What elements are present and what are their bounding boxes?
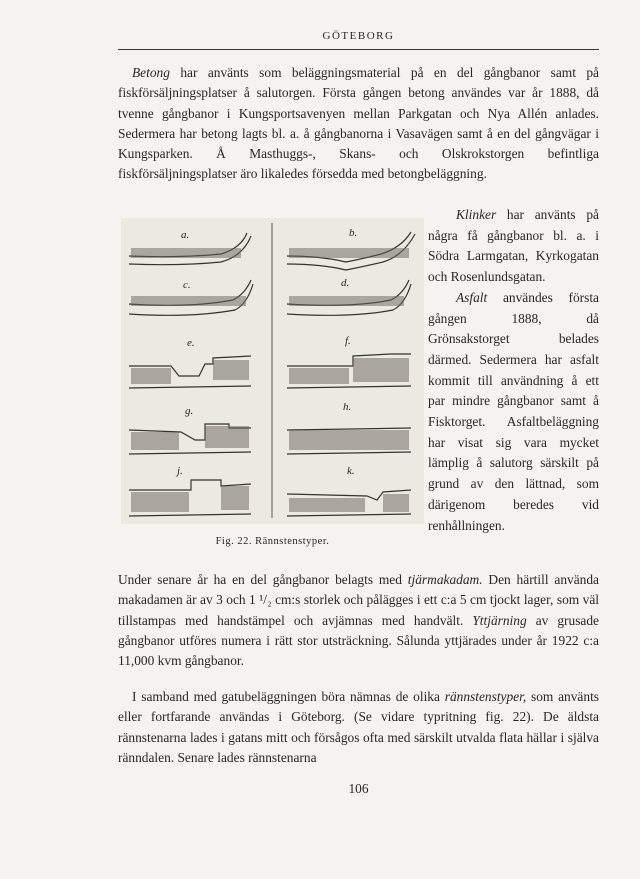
figure-label-e: e. (187, 337, 195, 349)
paragraph-tjarmakadam-text-2: Den härtill använda makadamen är av 3 och 1 ¹/₂ cm:s storlek och pålägges i ett c:a 5 cm tjockt lager, som väl tillstampas med handstämpel och avjämnas med handvält. (118, 572, 599, 628)
term-rannstenstyper: rännstenstyper, (444, 689, 527, 704)
figure-caption: Fig. 22. Rännstenstyper. (215, 536, 330, 547)
paragraph-betong-text: har använts som beläggningsmaterial på en del gångbanor samt på fiskförsäljningsplatser å salutorgen. Första gången betong användes var år 1888, då tvenne gångbanor i Kungsportsavenyen mellan Parkgatan och Nya Allén anlades. Sedermera har betong lagts bl. a. å gångbanorna i Vasavägen samt å en del gångvägar i Kungsparken. Å Masthuggs-, Skans- och Olskrokstorgen befintliga fiskförsäljningsplatser äro likaledes försedda med betongbeläggning. (118, 65, 599, 182)
paragraph-rannstenstyper-text-2: som använts eller fortfarande användas i Göteborg. (Se vidare typritning fig. 22). De äldsta rännstenarna lades i gatans mitt och försågos ofta med särskilt utvalda flata hällar i själva ränndalen. Senare lades rännstenarna (118, 689, 600, 765)
paragraph-asfalt (428, 288, 599, 536)
paragraph-tjarmakadam-text-3: av grusade gångbanor utföres numera i rätt stor utsträckning. Sålunda yttjärades under år 1922 c:a 11,000 kvm gångbanor. (118, 612, 599, 669)
figure-gutter-types (121, 218, 424, 524)
figure-label-g: g. (185, 405, 194, 417)
paragraph-klinker-text: har använts på några få gångbanor bl. a. i Södra Larmgatan, Kyrkogatan och Rosenlundsgatan. (428, 207, 599, 285)
figure-label-c: c. (183, 279, 191, 291)
term-yttjarning: Yttjärning (472, 612, 527, 628)
term-betong: Betong (132, 65, 170, 80)
figure-label-k: k. (347, 465, 355, 477)
term-tjarmakadam: tjärmakadam. (407, 572, 483, 587)
figure-label-d: d. (341, 277, 350, 289)
paragraph-rannstenstyper-text-1: I samband med gatubeläggningen böra nämnas de olika (132, 689, 445, 704)
term-asfalt: Asfalt (456, 289, 488, 305)
term-klinker: Klinker (456, 207, 497, 222)
paragraph-klinker (428, 205, 599, 288)
paragraph-tjarmakadam (118, 570, 599, 671)
running-header: GÖTEBORG (322, 30, 395, 42)
paragraph-betong (118, 63, 599, 185)
figure-label-j: j. (177, 465, 183, 477)
figure-label-h: h. (343, 401, 352, 413)
header-rule (118, 49, 599, 50)
paragraph-rannstenstyper (118, 687, 599, 768)
gutter-types-drawing (121, 218, 424, 524)
paragraph-asfalt-text: användes första gången 1888, då Grönsakstorget belades därmed. Sedermera har asfalt kommit till användning å ett par mindre gångbanor samt å Fisktorget. Asfaltbeläggning har visat sig vara mycket lämplig å salutorg särskilt på grund av den lättnad, som därigenom beredes vid renhållningen. (428, 289, 599, 533)
paragraph-tjarmakadam-text-1: Under senare år ha en del gångbanor belagts med (118, 572, 408, 587)
figure-label-f: f. (345, 335, 351, 347)
figure-label-b: b. (349, 227, 358, 239)
page-number: 106 (348, 781, 369, 796)
side-column (428, 205, 599, 536)
figure-label-a: a. (181, 229, 190, 241)
